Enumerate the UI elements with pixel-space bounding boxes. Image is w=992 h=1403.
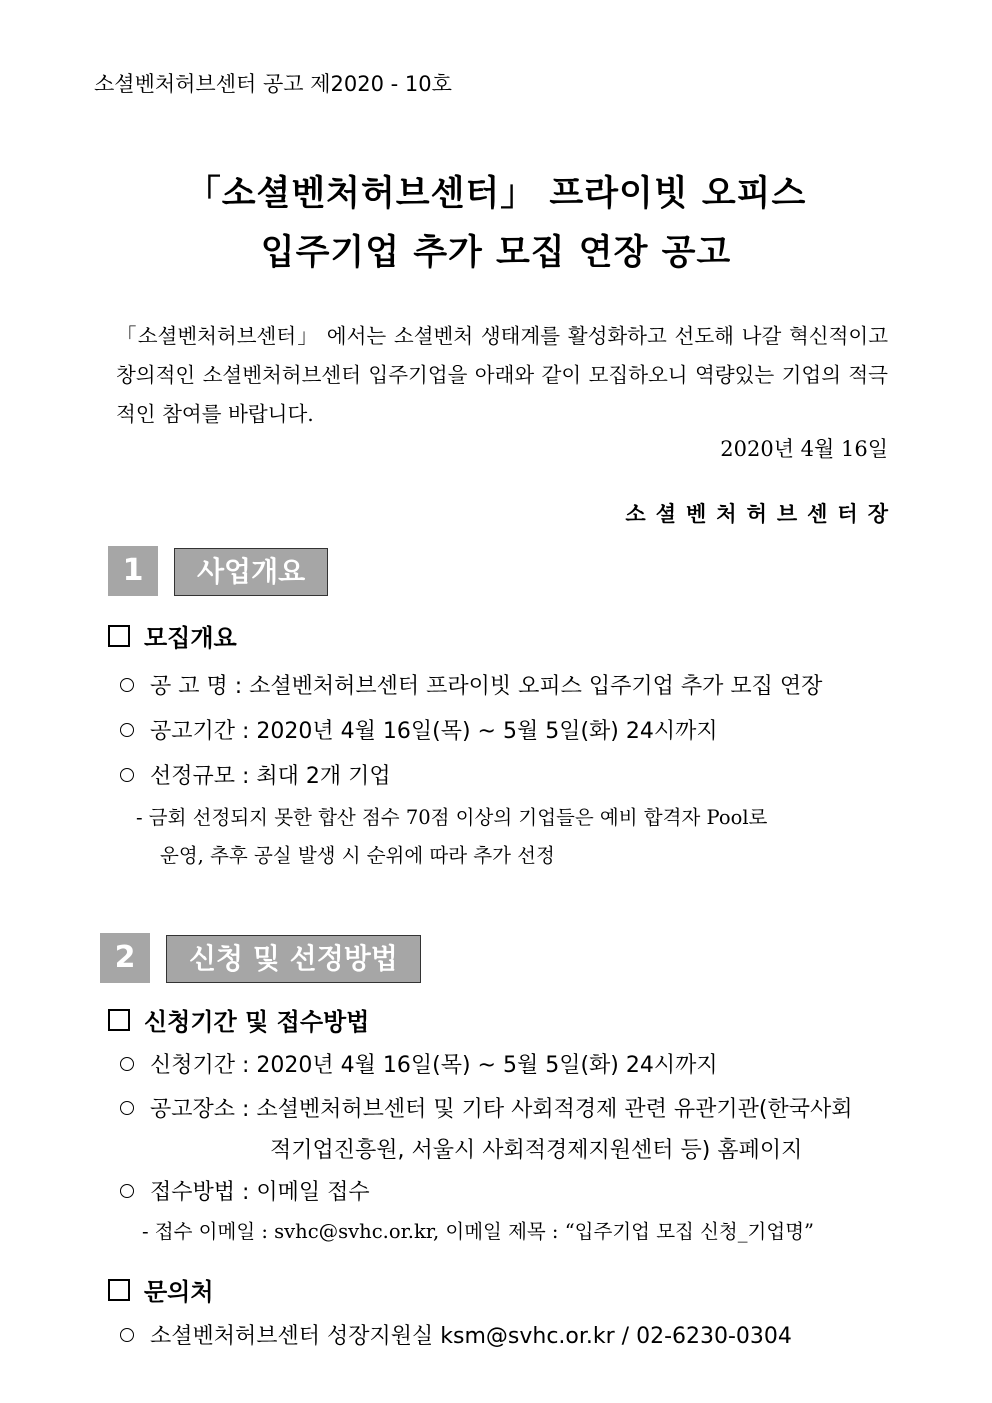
signature: 소셜벤처허브센터장 [625, 501, 898, 526]
section-2-title: 신청 및 선정방법 [166, 935, 421, 983]
recruit-overview-label: 모집개요 [144, 624, 237, 652]
apply-period-heading [108, 1002, 369, 1037]
reserve-note-line1: - 금회 선정되지 못한 합산 점수 70점 이상의 기업들은 예비 합격자 Pool로 [136, 806, 768, 829]
notice-place-text: 공고장소 : 소셜벤처허브센터 및 기타 사회적경제 관련 유관기관(한국사회 [150, 1097, 853, 1122]
circle-bullet-icon [120, 1328, 134, 1342]
page-title-line1: 「소셜벤처허브센터」 프라이빗 오피스 [185, 174, 807, 214]
notice-period-text: 공고기간 : 2020년 4월 16일(목) ~ 5월 5일(화) 24시까지 [150, 719, 718, 744]
list-item [120, 1175, 370, 1206]
page-title-line2: 입주기업 추가 모집 연장 공고 [260, 233, 732, 273]
contact-label: 문의처 [144, 1278, 214, 1306]
notice-number: 소셜벤처허브센터 공고 제2020 - 10호 [94, 72, 452, 96]
apply-period-label: 신청기간 및 접수방법 [144, 1008, 370, 1036]
recruit-overview-heading [108, 618, 237, 653]
section-2-number: 2 [100, 933, 150, 983]
reserve-note-line2: 운영, 추후 공실 발생 시 순위에 따라 추가 선정 [160, 844, 555, 867]
notice-name-text: 공 고 명 : 소셜벤처허브센터 프라이빗 오피스 입주기업 추가 모집 연장 [150, 674, 823, 699]
notice-place-continuation: 적기업진흥원, 서울시 사회적경제지원센터 등) 홈페이지 [270, 1138, 803, 1163]
apply-period-text: 신청기간 : 2020년 4월 16일(목) ~ 5월 5일(화) 24시까지 [150, 1053, 718, 1078]
checkbox-square-icon [108, 1009, 130, 1031]
checkbox-square-icon [108, 625, 130, 647]
circle-bullet-icon [120, 1184, 134, 1198]
list-item [120, 1048, 718, 1079]
section-1-number: 1 [108, 546, 158, 596]
circle-bullet-icon [120, 1057, 134, 1071]
list-item [120, 1319, 792, 1350]
checkbox-square-icon [108, 1279, 130, 1301]
contact-info-text: 소셜벤처허브센터 성장지원실 ksm@svhc.or.kr / 02-6230-0304 [150, 1324, 792, 1349]
intro-text: 「소셜벤처허브센터」 에서는 소셜벤처 생태계를 활성화하고 선도해 나갈 혁신적이고 창의적인 소셜벤처허브센터 입주기업을 아래와 같이 모집하오니 역량있는 기업의 적극적인 참여를 바랍니다. [116, 324, 888, 426]
intro-paragraph [116, 317, 888, 434]
selection-scale-text: 선정규모 : 최대 2개 기업 [150, 764, 391, 789]
list-item [120, 759, 391, 790]
circle-bullet-icon [120, 1101, 134, 1115]
submission-method-text: 접수방법 : 이메일 접수 [150, 1180, 370, 1205]
circle-bullet-icon [120, 678, 134, 692]
list-item [120, 714, 718, 745]
circle-bullet-icon [120, 723, 134, 737]
list-item [120, 669, 822, 700]
email-note: - 접수 이메일 : svhc@svhc.or.kr, 이메일 제목 : “입주기업 모집 신청_기업명” [142, 1220, 814, 1243]
contact-heading [108, 1272, 214, 1307]
section-1-title: 사업개요 [174, 548, 328, 596]
circle-bullet-icon [120, 768, 134, 782]
list-item [120, 1092, 853, 1123]
announcement-date: 2020년 4월 16일 [720, 437, 888, 461]
